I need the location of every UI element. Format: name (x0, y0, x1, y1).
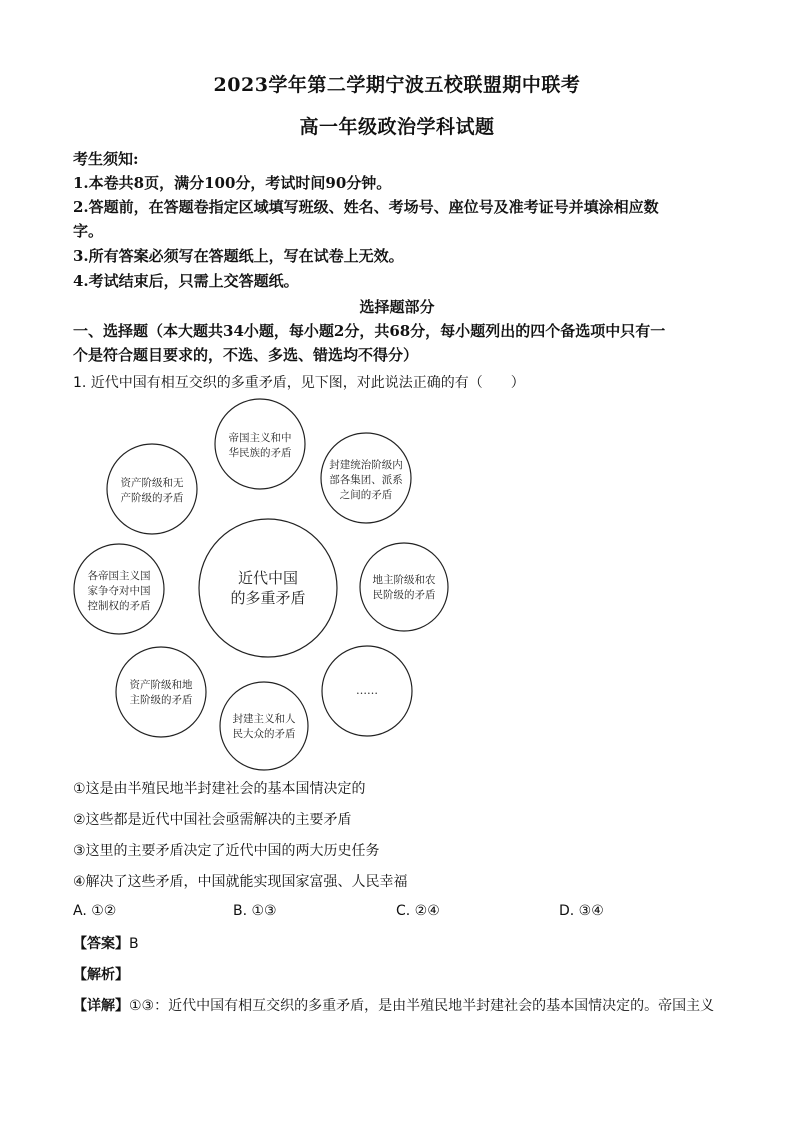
node-label: 主阶级的矛盾 (129, 694, 193, 706)
node-circle (74, 544, 164, 634)
exam-title: 2023学年第二学期宁波五校联盟期中联考 (213, 74, 581, 96)
notice-item: 1.本卷共8页，满分100分，考试时间90分钟。 (73, 174, 392, 192)
node-label: 控制权的矛盾 (87, 600, 151, 612)
answer-line (73, 933, 733, 955)
node-label: …… (356, 684, 378, 697)
node-circle (220, 682, 308, 770)
section-instruction: 个是符合题目要求的，不选、多选、错选均不得分） (73, 346, 419, 364)
question-stem: 1. 近代中国有相互交织的多重矛盾，见下图，对此说法正确的有（ ） (73, 375, 525, 391)
exam-subtitle: 高一年级政治学科试题 (299, 116, 495, 138)
node-label: 封建统治阶级内 (329, 459, 403, 471)
node-label: 华民族的矛盾 (228, 447, 292, 459)
node-label: 产阶级的矛盾 (120, 492, 184, 504)
statement: ③这里的主要矛盾决定了近代中国的两大历史任务 (73, 843, 380, 859)
node-label: 之间的矛盾 (339, 489, 393, 501)
option-d: D. ③④ (559, 903, 604, 919)
detail-text: ①③：近代中国有相互交织的多重矛盾，是由半殖民地半封建社会的基本国情决定的。帝国主义 (129, 998, 715, 1014)
notice-heading: 考生须知: (73, 150, 139, 168)
node-label: 民阶级的矛盾 (372, 589, 436, 601)
node-label: 封建主义和人 (232, 713, 296, 725)
node-label: 民大众的矛盾 (232, 728, 296, 740)
notice-item: 4.考试结束后，只需上交答题纸。 (73, 272, 299, 290)
node-label: 各帝国主义国 (87, 570, 151, 582)
node-circle (107, 444, 197, 534)
node-circle (322, 646, 412, 736)
node-circle (215, 399, 305, 489)
section-instruction: 一、选择题（本大题共34小题，每小题2分，共68分，每小题列出的四个备选项中只有一 (73, 322, 666, 340)
statement: ④解决了这些矛盾，中国就能实现国家富强、人民幸福 (73, 874, 408, 890)
option-b: B. ①③ (233, 903, 277, 919)
node-label: 地主阶级和农 (372, 574, 436, 586)
node-label: 帝国主义和中 (228, 432, 292, 444)
statement: ②这些都是近代中国社会亟需解决的主要矛盾 (73, 812, 352, 828)
detail-line (73, 995, 753, 1017)
node-label: 家争夺对中国 (87, 585, 151, 597)
notice-item: 2.答题前，在答题卷指定区域填写班级、姓名、考场号、座位号及准考证号并填涂相应数 (73, 198, 659, 216)
center-circle (199, 519, 337, 657)
notice-item: 字。 (73, 222, 104, 240)
option-c: C. ②④ (396, 903, 440, 919)
detail-label: 【详解】 (73, 998, 129, 1014)
option-a: A. ①② (73, 903, 117, 919)
center-label: 近代中国 (237, 569, 299, 587)
node-circle (360, 543, 448, 631)
section-title: 选择题部分 (359, 298, 435, 316)
node-label: 部各集团、派系 (329, 474, 403, 486)
analysis-label: 【解析】 (73, 967, 129, 983)
answer-value: B (129, 936, 139, 952)
node-label: 资产阶级和地 (129, 679, 193, 691)
notice-item: 3.所有答案必须写在答题纸上，写在试卷上无效。 (73, 247, 404, 265)
node-label: 资产阶级和无 (120, 477, 184, 489)
node-circle (116, 647, 206, 737)
answer-label: 【答案】 (73, 936, 129, 952)
center-label: 的多重矛盾 (230, 589, 306, 607)
node-circle (321, 433, 411, 523)
statement: ①这是由半殖民地半封建社会的基本国情决定的 (73, 781, 366, 797)
